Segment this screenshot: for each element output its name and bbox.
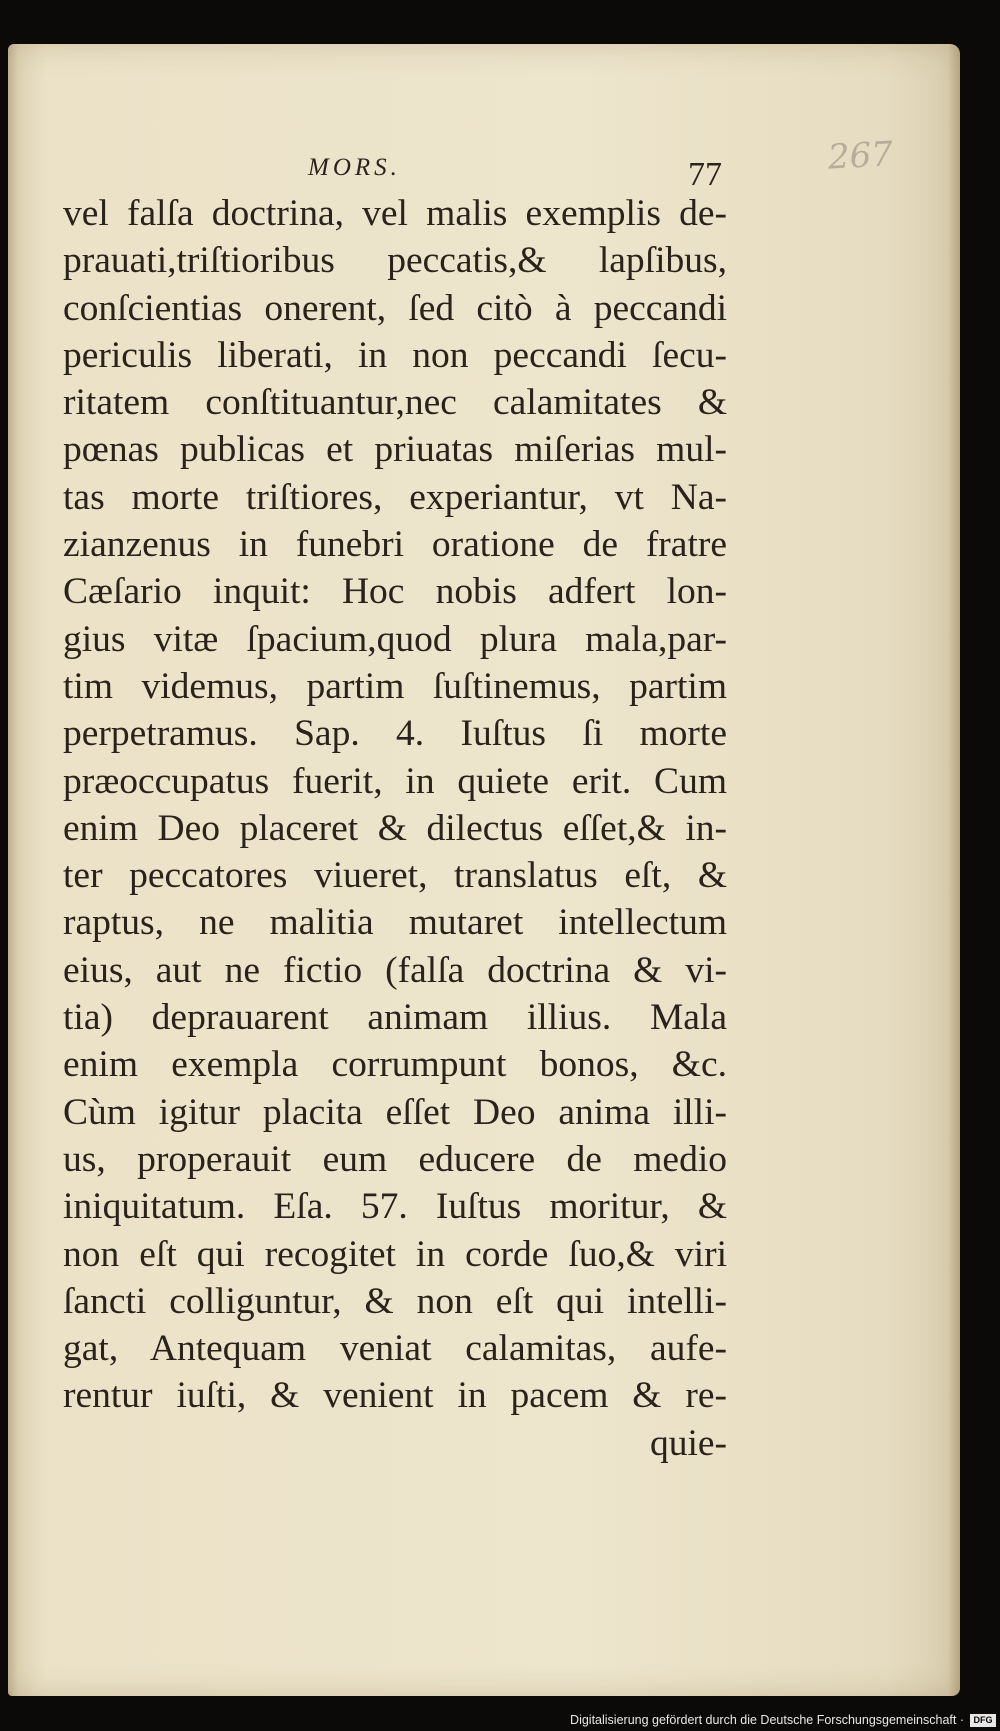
text-line: rentur iuſti, & venient in pacem & re- — [63, 1375, 727, 1417]
text-line: pœnas publicas et priuatas miſerias mul- — [63, 429, 727, 471]
text-line: tia) deprauarent animam illius. Mala — [63, 997, 727, 1039]
pencil-folio-note: 267 — [826, 134, 894, 178]
body-text — [63, 190, 727, 1467]
text-line: eius, aut ne fictio (falſa doctrina & vi- — [63, 949, 727, 991]
text-line: ter peccatores viueret, translatus eſt, & — [63, 855, 727, 897]
dfg-logo: DFG — [970, 1714, 996, 1727]
text-line: enim Deo placeret & dilectus eſſet,& in- — [63, 807, 727, 849]
text-line: tas morte triſtiores, experiantur, vt Na- — [63, 476, 727, 518]
text-line: præoccupatus fuerit, in quiete erit. Cum — [63, 760, 727, 802]
text-line: Cùm igitur placita eſſet Deo anima illi- — [63, 1091, 727, 1133]
text-line: perpetramus. Sap. 4. Iuſtus ſi morte — [63, 713, 727, 755]
page-number: 77 — [688, 156, 722, 193]
text-line: zianzenus in funebri oratione de fratre — [63, 524, 727, 566]
digitization-credit: Digitalisierung gefördert durch die Deutsche Forschungsgemeinschaft · — [570, 1713, 964, 1727]
text-line: non eſt qui recogitet in corde ſuo,& viri — [63, 1233, 727, 1275]
text-line: prauati,triſtioribus peccatis,& lapſibus, — [63, 240, 727, 282]
text-line: gius vitæ ſpacium,quod plura mala,par- — [63, 618, 727, 660]
text-line: gat, Antequam veniat calamitas, aufe- — [63, 1328, 727, 1370]
text-line: periculis liberati, in non peccandi ſecu- — [63, 334, 727, 376]
book-page — [8, 44, 960, 1696]
text-line: tim videmus, partim ſuſtinemus, partim — [63, 665, 727, 707]
text-line: us, properauit eum educere de medio — [63, 1138, 727, 1180]
text-line: ritatem conſtituantur,nec calamitates & — [63, 382, 727, 424]
text-line: enim exempla corrumpunt bonos, &c. — [63, 1044, 727, 1086]
running-head: MORS. — [308, 154, 401, 181]
text-line: ſancti colliguntur, & non eſt qui intelli- — [63, 1280, 727, 1322]
text-line: raptus, ne malitia mutaret intellectum — [63, 902, 727, 944]
text-line: conſcientias onerent, ſed citò à peccandi — [63, 287, 727, 329]
text-line: iniquitatum. Eſa. 57. Iuſtus moritur, & — [63, 1186, 727, 1228]
catchword: quie- — [649, 1422, 727, 1464]
text-line: vel falſa doctrina, vel malis exemplis de- — [63, 193, 727, 234]
text-line: Cæſario inquit: Hoc nobis adfert lon- — [63, 571, 727, 613]
